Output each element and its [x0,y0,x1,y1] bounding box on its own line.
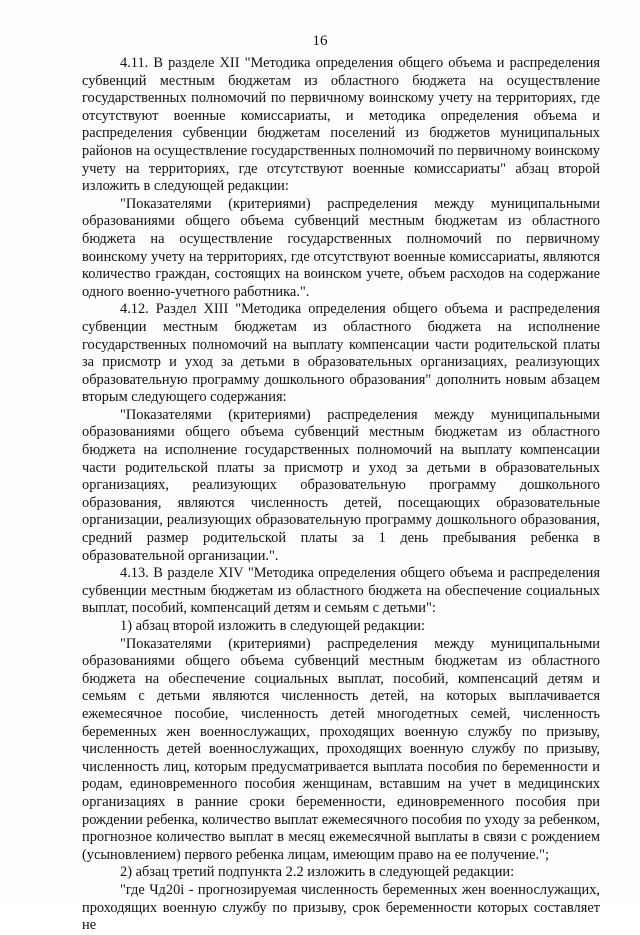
paragraph: "Показателями (критериями) распределения между муниципальными образованиями общего объема субвенций местным бюджетам из областного бюджета на исполнение государственных полномочий на выплату компенсации части родительской платы за присмотр и уход за детьми в образовательных организациях, реализующих образовательную программу дошкольного образования, являются численность детей, посещающих образовательные организации, реализующих образовательную программу дошкольного образования, средний размер родительской платы за 1 день пребывания ребенка в образовательной организации.". [82,406,600,564]
paragraph: "где Чд20i - прогнозируемая численность беременных жен военнослужащих, проходящих военную службу по призыву, срок беременности которых составляет не [82,881,600,934]
paragraph: "Показателями (критериями) распределения между муниципальными образованиями общего объема субвенций местным бюджетам из областного бюджета на осуществление государственных полномочий по первичному воинскому учету на территориях, где отсутствуют военные комиссариаты, являются количество граждан, состоящих на воинском учете, объем расходов на содержание одного военно-учетного работника.". [82,195,600,300]
paragraph: 4.11. В разделе XII "Методика определения общего объема и распределения субвенций местным бюджетам из областного бюджета на осуществление государственных полномочий по первичному воинскому учету на территориях, где отсутствуют военные комиссариаты, и методика определения объема и распределения субвенции бюджетам поселений из бюджетов муниципальных районов на осуществление государственных полномочий по первичному воинскому учету на территориях, где отсутствуют военные комиссариаты" абзац второй изложить в следующей редакции: [82,55,600,195]
page-number: 16 [312,33,328,49]
paragraph: 4.12. Раздел XIII "Методика определения общего объема и распределения субвенции местным бюджетам из областного бюджета на исполнение государственных полномочий на выплату компенсации части родительской платы за присмотр и уход за детьми в образовательных организациях, реализующих образовательную программу дошкольного образования" дополнить новым абзацем вторым следующего содержания: [82,301,600,406]
paragraph: 1) абзац второй изложить в следующей редакции: [120,618,425,634]
paragraph: "Показателями (критериями) распределения между муниципальными образованиями общего объема субвенций местным бюджетам из областного бюджета на обеспечение социальных выплат, пособий, компенсаций детям и семьям с детьми являются численность детей, на которых выплачивается ежемесячное пособие, численность детей многодетных семей, численность беременных жен военнослужащих, проходящих военную службу по призыву, численность детей военнослужащих, проходящих военную службу по призыву, численность лиц, которым предусматривается выплата пособия по беременности и родам, единовременного пособия женщинам, вставшим на учет в медицинских организациях в ранние сроки беременности, единовременного пособия при рождении ребенка, количество выплат ежемесячного пособия по уходу за ребенком, прогнозное количество выплат в месяц ежемесячной выплаты в связи с рождением (усыновлением) первого ребенка лицам, имеющим право на ее получение."; [82,635,600,863]
paragraph: 4.13. В разделе XIV "Методика определения общего объема и распределения субвенции местным бюджетам из областного бюджета на обеспечение социальных выплат, пособий, компенсаций детям и семьям с детьми": [82,565,600,617]
document-body [82,55,600,935]
paragraph: 2) абзац третий подпункта 2.2 изложить в следующей редакции: [120,864,515,881]
